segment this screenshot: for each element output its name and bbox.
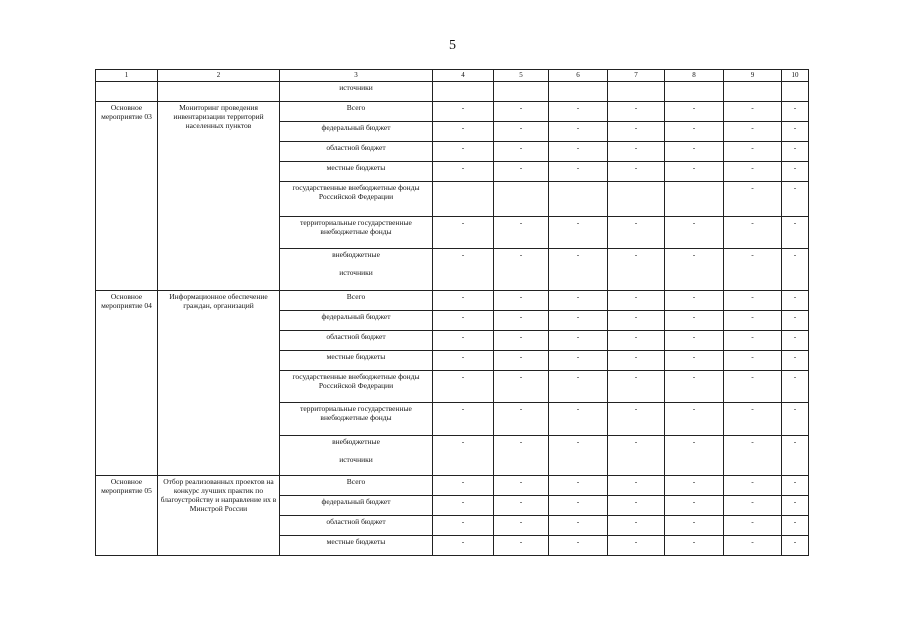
value-cell: - bbox=[494, 217, 549, 249]
value-cell: - bbox=[549, 436, 608, 476]
code-cell bbox=[96, 82, 158, 102]
value-cell: - bbox=[665, 331, 724, 351]
value-cell: - bbox=[549, 122, 608, 142]
value-cell: - bbox=[665, 249, 724, 291]
value-cell: - bbox=[433, 536, 494, 556]
funding-source-multiline bbox=[282, 437, 430, 464]
value-cell: - bbox=[433, 311, 494, 331]
funding-source-line: внебюджетные bbox=[332, 437, 380, 446]
value-cell: - bbox=[549, 476, 608, 496]
funding-table bbox=[95, 69, 809, 556]
value-cell: - bbox=[433, 162, 494, 182]
value-cell: - bbox=[782, 351, 809, 371]
table-row bbox=[96, 476, 809, 496]
value-cell: - bbox=[549, 311, 608, 331]
value-cell bbox=[433, 182, 494, 217]
value-cell: - bbox=[549, 249, 608, 291]
value-cell: - bbox=[549, 331, 608, 351]
value-cell bbox=[494, 182, 549, 217]
name-cell bbox=[158, 82, 280, 102]
value-cell: - bbox=[608, 217, 665, 249]
value-cell: - bbox=[433, 496, 494, 516]
value-cell bbox=[665, 82, 724, 102]
value-cell bbox=[549, 82, 608, 102]
value-cell: - bbox=[665, 102, 724, 122]
value-cell: - bbox=[782, 122, 809, 142]
funding-source-cell: федеральный бюджет bbox=[280, 496, 433, 516]
funding-source-cell: Всего bbox=[280, 476, 433, 496]
value-cell: - bbox=[782, 249, 809, 291]
value-cell: - bbox=[782, 311, 809, 331]
value-cell: - bbox=[724, 516, 782, 536]
value-cell: - bbox=[433, 102, 494, 122]
funding-source-cell: местные бюджеты bbox=[280, 351, 433, 371]
activity-code-cell: Основное мероприятие 05 bbox=[96, 476, 158, 556]
value-cell: - bbox=[608, 403, 665, 436]
value-cell: - bbox=[608, 536, 665, 556]
funding-source-cell: федеральный бюджет bbox=[280, 311, 433, 331]
value-cell: - bbox=[782, 476, 809, 496]
value-cell: - bbox=[782, 516, 809, 536]
funding-source-cell: областной бюджет bbox=[280, 331, 433, 351]
value-cell: - bbox=[433, 217, 494, 249]
funding-source-cell: местные бюджеты bbox=[280, 536, 433, 556]
value-cell: - bbox=[433, 351, 494, 371]
value-cell: - bbox=[494, 536, 549, 556]
value-cell: - bbox=[665, 122, 724, 142]
value-cell: - bbox=[665, 351, 724, 371]
value-cell: - bbox=[724, 351, 782, 371]
value-cell: - bbox=[494, 516, 549, 536]
header-cell: 8 bbox=[665, 70, 724, 82]
value-cell: - bbox=[549, 142, 608, 162]
value-cell: - bbox=[549, 403, 608, 436]
value-cell: - bbox=[494, 311, 549, 331]
value-cell: - bbox=[608, 516, 665, 536]
value-cell: - bbox=[494, 496, 549, 516]
value-cell: - bbox=[665, 291, 724, 311]
funding-source-cell: государственные внебюджетные фонды Российской Федерации bbox=[280, 182, 433, 217]
value-cell bbox=[782, 82, 809, 102]
value-cell: - bbox=[665, 476, 724, 496]
value-cell: - bbox=[782, 162, 809, 182]
value-cell: - bbox=[782, 496, 809, 516]
value-cell: - bbox=[782, 142, 809, 162]
activity-name-cell: Мониторинг проведения инвентаризации территорий населенных пунктов bbox=[158, 102, 280, 291]
value-cell: - bbox=[608, 311, 665, 331]
value-cell: - bbox=[549, 102, 608, 122]
value-cell: - bbox=[494, 351, 549, 371]
value-cell: - bbox=[433, 371, 494, 403]
value-cell: - bbox=[724, 102, 782, 122]
value-cell: - bbox=[665, 496, 724, 516]
value-cell: - bbox=[549, 217, 608, 249]
value-cell: - bbox=[549, 162, 608, 182]
value-cell: - bbox=[494, 331, 549, 351]
value-cell: - bbox=[433, 403, 494, 436]
value-cell bbox=[608, 182, 665, 217]
value-cell: - bbox=[549, 496, 608, 516]
value-cell: - bbox=[665, 142, 724, 162]
header-cell: 2 bbox=[158, 70, 280, 82]
header-row bbox=[96, 70, 809, 82]
funding-source-cell bbox=[280, 249, 433, 291]
value-cell: - bbox=[724, 249, 782, 291]
value-cell: - bbox=[608, 476, 665, 496]
value-cell: - bbox=[608, 142, 665, 162]
value-cell: - bbox=[433, 331, 494, 351]
value-cell: - bbox=[724, 436, 782, 476]
value-cell: - bbox=[433, 476, 494, 496]
value-cell: - bbox=[782, 217, 809, 249]
value-cell: - bbox=[433, 436, 494, 476]
header-cell: 5 bbox=[494, 70, 549, 82]
value-cell: - bbox=[608, 162, 665, 182]
value-cell: - bbox=[665, 162, 724, 182]
continuation-row bbox=[96, 82, 809, 102]
activity-code-cell: Основное мероприятие 03 bbox=[96, 102, 158, 291]
value-cell: - bbox=[782, 182, 809, 217]
value-cell: - bbox=[782, 436, 809, 476]
value-cell: - bbox=[782, 403, 809, 436]
value-cell: - bbox=[665, 536, 724, 556]
value-cell: - bbox=[608, 331, 665, 351]
value-cell: - bbox=[549, 371, 608, 403]
activity-name-cell: Информационное обеспечение граждан, организаций bbox=[158, 291, 280, 476]
value-cell: - bbox=[494, 403, 549, 436]
funding-source-line: источники bbox=[339, 268, 373, 277]
value-cell: - bbox=[608, 291, 665, 311]
funding-source-cell: федеральный бюджет bbox=[280, 122, 433, 142]
value-cell: - bbox=[724, 403, 782, 436]
value-cell: - bbox=[549, 536, 608, 556]
value-cell: - bbox=[724, 331, 782, 351]
value-cell: - bbox=[494, 371, 549, 403]
value-cell: - bbox=[608, 249, 665, 291]
funding-source-cell: территориальные государственные внебюджетные фонды bbox=[280, 217, 433, 249]
value-cell: - bbox=[724, 371, 782, 403]
value-cell: - bbox=[549, 291, 608, 311]
value-cell: - bbox=[433, 291, 494, 311]
header-cell: 9 bbox=[724, 70, 782, 82]
value-cell: - bbox=[549, 516, 608, 536]
value-cell: - bbox=[724, 291, 782, 311]
value-cell: - bbox=[782, 102, 809, 122]
activity-name-cell: Отбор реализованных проектов на конкурс лучших практик по благоустройству и направление их в Минстрой России bbox=[158, 476, 280, 556]
value-cell bbox=[549, 182, 608, 217]
value-cell: - bbox=[494, 476, 549, 496]
funding-source-cell: Всего bbox=[280, 102, 433, 122]
value-cell: - bbox=[724, 122, 782, 142]
value-cell: - bbox=[608, 122, 665, 142]
value-cell: - bbox=[782, 536, 809, 556]
funding-source-line: внебюджетные bbox=[332, 250, 380, 259]
funding-source-multiline bbox=[282, 250, 430, 277]
value-cell: - bbox=[608, 496, 665, 516]
value-cell: - bbox=[608, 351, 665, 371]
value-cell: - bbox=[724, 536, 782, 556]
value-cell: - bbox=[494, 162, 549, 182]
source-cell: источники bbox=[280, 82, 433, 102]
value-cell: - bbox=[724, 496, 782, 516]
funding-source-cell: государственные внебюджетные фонды Российской Федерации bbox=[280, 371, 433, 403]
value-cell bbox=[608, 82, 665, 102]
value-cell: - bbox=[494, 122, 549, 142]
value-cell: - bbox=[782, 331, 809, 351]
value-cell bbox=[665, 182, 724, 217]
value-cell bbox=[494, 82, 549, 102]
funding-source-cell: областной бюджет bbox=[280, 516, 433, 536]
value-cell: - bbox=[494, 102, 549, 122]
value-cell bbox=[433, 82, 494, 102]
table-row bbox=[96, 102, 809, 122]
header-cell: 3 bbox=[280, 70, 433, 82]
funding-source-cell: территориальные государственные внебюджетные фонды bbox=[280, 403, 433, 436]
value-cell: - bbox=[782, 291, 809, 311]
value-cell: - bbox=[433, 142, 494, 162]
value-cell: - bbox=[494, 142, 549, 162]
value-cell: - bbox=[665, 403, 724, 436]
value-cell: - bbox=[724, 142, 782, 162]
value-cell: - bbox=[665, 217, 724, 249]
value-cell: - bbox=[724, 182, 782, 217]
header-cell: 7 bbox=[608, 70, 665, 82]
value-cell: - bbox=[665, 311, 724, 331]
funding-source-line: источники bbox=[339, 455, 373, 464]
value-cell: - bbox=[549, 351, 608, 371]
page-number: 5 bbox=[449, 38, 456, 53]
activity-code-cell: Основное мероприятие 04 bbox=[96, 291, 158, 476]
value-cell: - bbox=[724, 217, 782, 249]
funding-source-cell: Всего bbox=[280, 291, 433, 311]
header-cell: 1 bbox=[96, 70, 158, 82]
value-cell: - bbox=[608, 371, 665, 403]
value-cell: - bbox=[608, 436, 665, 476]
value-cell: - bbox=[724, 162, 782, 182]
value-cell: - bbox=[665, 436, 724, 476]
value-cell: - bbox=[665, 516, 724, 536]
value-cell: - bbox=[724, 311, 782, 331]
value-cell: - bbox=[782, 371, 809, 403]
funding-source-cell: местные бюджеты bbox=[280, 162, 433, 182]
value-cell bbox=[724, 82, 782, 102]
header-cell: 6 bbox=[549, 70, 608, 82]
value-cell: - bbox=[494, 436, 549, 476]
header-cell: 10 bbox=[782, 70, 809, 82]
value-cell: - bbox=[433, 122, 494, 142]
value-cell: - bbox=[724, 476, 782, 496]
value-cell: - bbox=[494, 249, 549, 291]
funding-source-cell: областной бюджет bbox=[280, 142, 433, 162]
value-cell: - bbox=[433, 516, 494, 536]
header-cell: 4 bbox=[433, 70, 494, 82]
table-row bbox=[96, 291, 809, 311]
funding-source-cell bbox=[280, 436, 433, 476]
value-cell: - bbox=[665, 371, 724, 403]
value-cell: - bbox=[608, 102, 665, 122]
value-cell: - bbox=[494, 291, 549, 311]
value-cell: - bbox=[433, 249, 494, 291]
